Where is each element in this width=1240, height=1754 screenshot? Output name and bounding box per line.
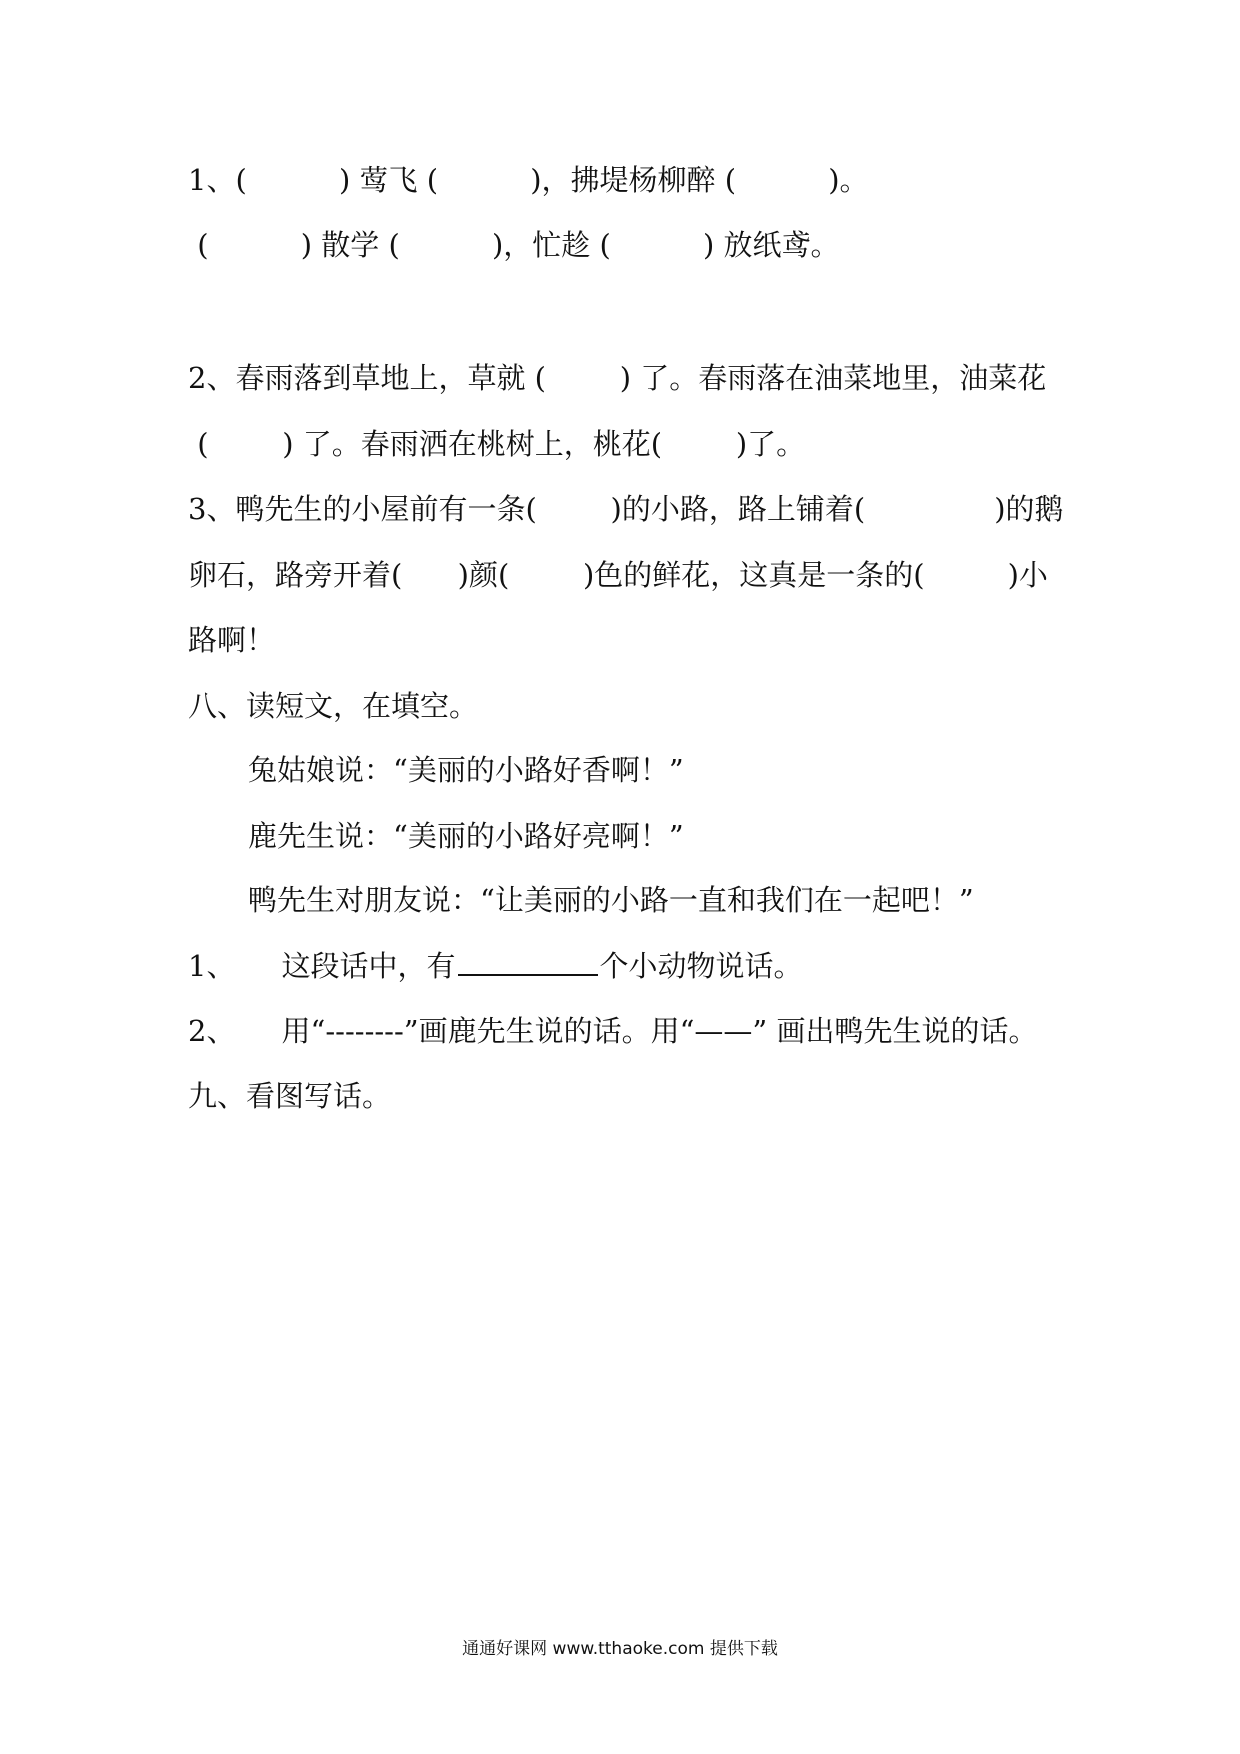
q8-1 <box>188 948 803 984</box>
q8-1-prefix: 1、 这段话中，有 <box>188 949 456 983</box>
q7-3-line3: 路啊！ <box>188 623 276 657</box>
q7-2-line2: ( ) 了。春雨洒在桃树上，桃花( )了。 <box>188 427 806 461</box>
answer-blank[interactable] <box>458 952 598 976</box>
q8-2: 2、 用“--------”画鹿先生说的话。用“——” 画出鸭先生说的话。 <box>188 1014 1038 1048</box>
section9-heading: 九、看图写话。 <box>188 1079 392 1113</box>
footer-text: 通通好课网 www.tthaoke.com 提供下载 <box>462 1639 778 1659</box>
passage-line: 鸭先生对朋友说：“让美丽的小路一直和我们在一起吧！” <box>248 883 974 917</box>
q7-2-line1: 2、春雨落到草地上，草就 ( ) 了。春雨落在油菜地里，油菜花 <box>188 361 1047 395</box>
q7-1-line2: ( ) 散学 ( )，忙趁 ( ) 放纸鸢。 <box>188 228 840 262</box>
passage-line: 鹿先生说：“美丽的小路好亮啊！” <box>248 819 684 853</box>
q7-3-line2: 卵石，路旁开着( )颜( )色的鲜花，这真是一条的( )小 <box>188 558 1048 592</box>
q7-1-line1: 1、( ) 莺飞 ( )，拂堤杨柳醉 ( )。 <box>188 163 869 197</box>
q8-1-suffix: 个小动物说话。 <box>599 949 803 983</box>
passage-line: 兔姑娘说：“美丽的小路好香啊！” <box>248 753 684 787</box>
section8-heading: 八、读短文，在填空。 <box>188 689 479 723</box>
q7-3-line1: 3、鸭先生的小屋前有一条( )的小路，路上铺着( )的鹅 <box>188 492 1064 526</box>
